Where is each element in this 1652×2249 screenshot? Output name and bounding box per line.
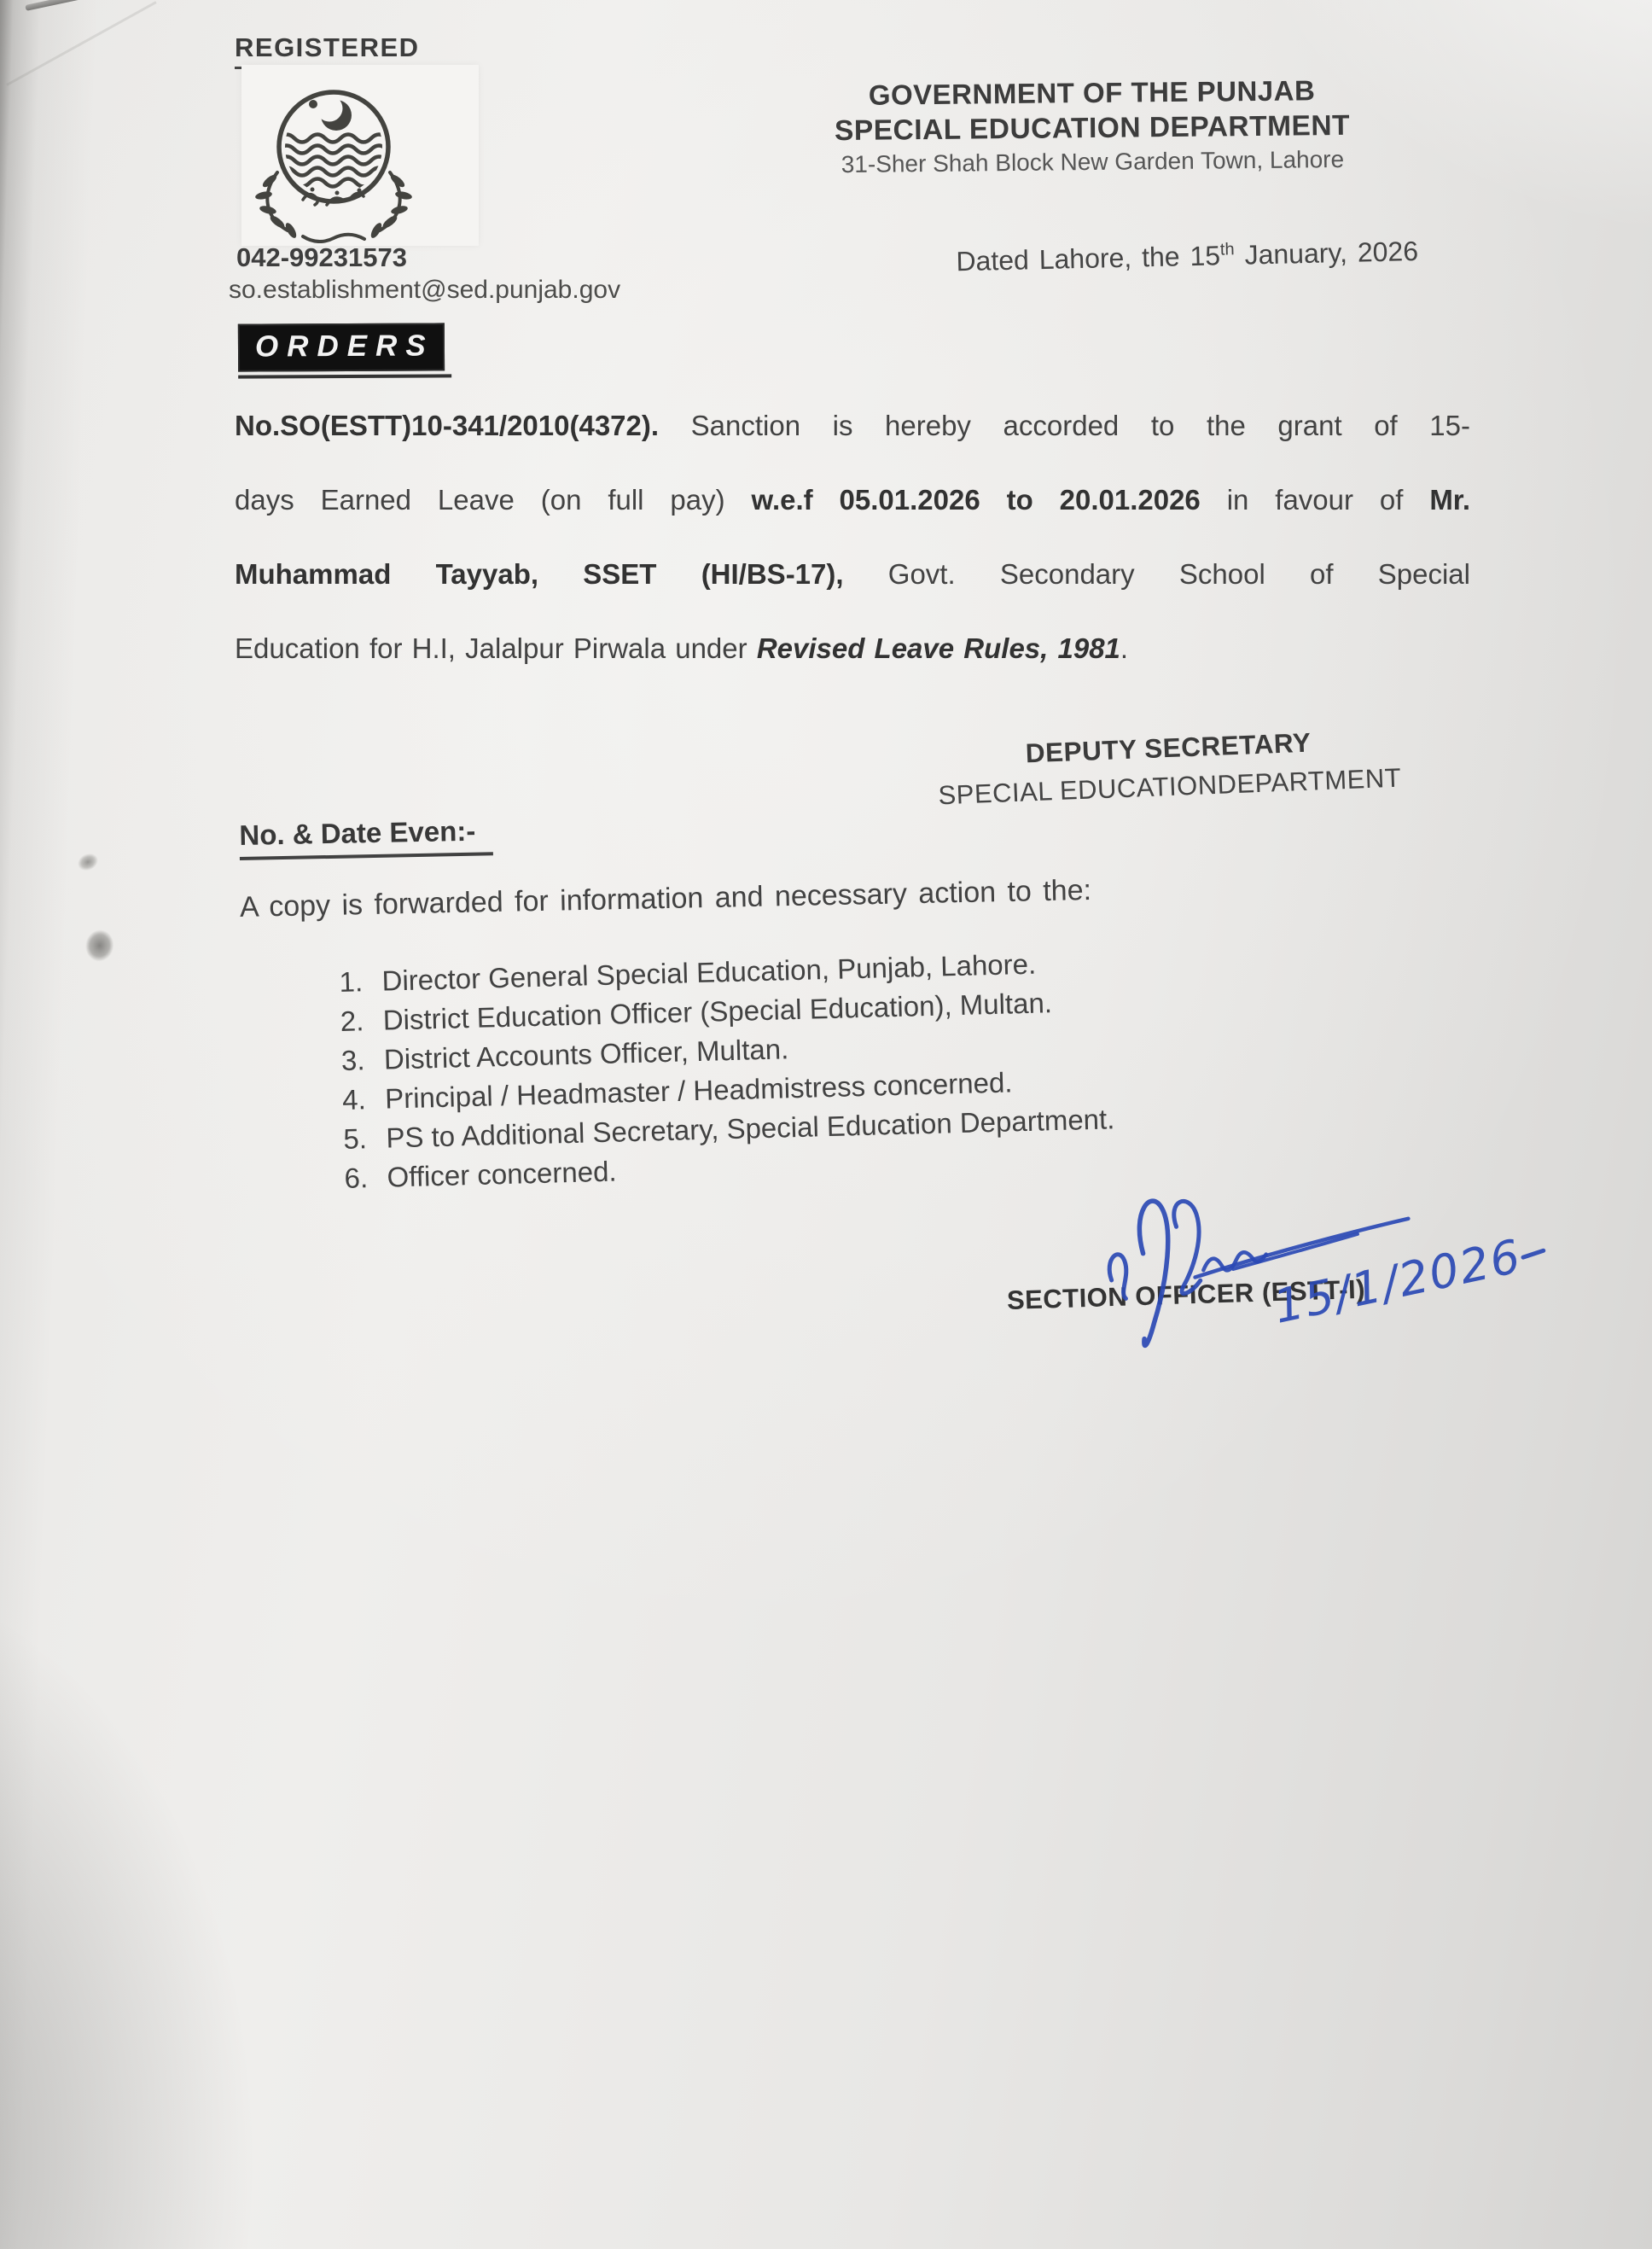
date-text: Dated Lahore, the 15: [956, 240, 1221, 277]
punjab-emblem-icon: [248, 68, 419, 243]
orders-heading: [238, 323, 451, 378]
paragraph-line: days Earned Leave (on full pay) w.e.f 05.01.2026 to 20.01.2026 in favour of Mr.: [235, 484, 1470, 516]
date-line: [811, 236, 1419, 281]
paragraph-line: No.SO(ESTT)10-341/2010(4372). Sanction is hereby accorded to the grant of 15-: [235, 410, 1470, 441]
paper-crease: [6, 1, 156, 86]
list-item: 1. Director General Special Education, Punjab, Lahore.: [339, 947, 1037, 998]
paragraph-line: Muhammad Tayyab, SSET (HI/BS-17), Govt. Secondary School of Special: [235, 558, 1470, 590]
registered-stamp: REGISTERED: [235, 32, 435, 69]
handwritten-date: 15/1/2026: [1269, 1228, 1527, 1334]
date-ordinal: th: [1219, 240, 1235, 259]
deputy-secretary-title: DEPUTY SECRETARY: [1025, 726, 1312, 769]
deputy-secretary-department: SPECIAL EDUCATIONDEPARTMENT: [937, 762, 1402, 811]
date-text: January, 2026: [1234, 236, 1419, 271]
forwarding-line: A copy is forwarded for information and necessary action to the:: [239, 873, 1092, 923]
list-item: 4. Principal / Headmaster / Headmistress concerned.: [341, 1066, 1013, 1116]
department-title: SPECIAL EDUCATION DEPARTMENT: [834, 109, 1351, 148]
paragraph-line: Education for H.I, Jalalpur Pirwala under Revised Leave Rules, 1981.: [235, 632, 1129, 664]
department-address: 31-Sher Shah Block New Garden Town, Lahore: [841, 145, 1345, 178]
section-officer-title: SECTION OFFICER (ESTT-I): [1006, 1273, 1366, 1315]
list-item: 6. Officer concerned.: [344, 1155, 618, 1194]
list-item: 5. PS to Additional Secretary, Special Education Department.: [342, 1103, 1115, 1155]
list-item: 2. District Education Officer (Special Education), Multan.: [340, 987, 1053, 1037]
government-title: GOVERNMENT OF THE PUNJAB: [868, 74, 1316, 111]
emblem-container: [241, 65, 479, 246]
email-address: so.establishment@sed.punjab.gov: [229, 276, 621, 304]
number-date-even-heading: No. & Date Even:-: [239, 814, 493, 860]
orders-label: ORDERS: [238, 323, 445, 371]
letterhead: [750, 73, 1434, 179]
recipient-list: [339, 942, 1116, 1198]
handwritten-signature-ink: [1056, 1162, 1556, 1359]
phone-number: 042-99231573: [236, 242, 407, 272]
staple-mark: [25, 0, 133, 11]
primary-signatory-block: [895, 722, 1444, 813]
paper-hole-mark: [74, 849, 102, 874]
list-item: 3. District Accounts Officer, Multan.: [340, 1033, 789, 1076]
order-paragraph: [235, 388, 1470, 685]
paper-hole-mark: [77, 923, 124, 978]
